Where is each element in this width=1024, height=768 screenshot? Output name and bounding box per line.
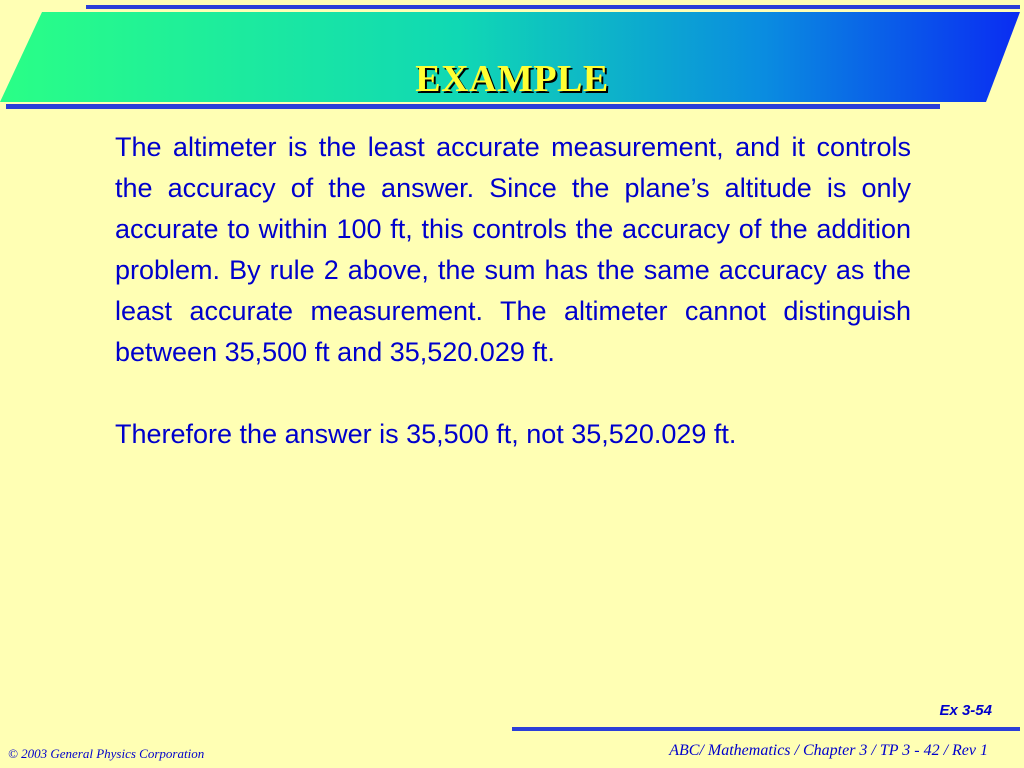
slide-body bbox=[115, 127, 911, 455]
course-reference: ABC/ Mathematics / Chapter 3 / TP 3 - 42 / Rev 1 bbox=[669, 742, 988, 759]
conclusion-paragraph: Therefore the answer is 35,500 ft, not 35,520.029 ft. bbox=[115, 419, 737, 449]
copyright-notice: © 2003 General Physics Corporation bbox=[8, 746, 205, 761]
footer-rule bbox=[512, 727, 1020, 731]
explanation-paragraph: The altimeter is the least accurate measurement, and it controls the accuracy of the answer. Since the plane’s altitude is only accurate to within 100 ft, this controls the accuracy of the addition problem. By rule 2 above, the sum has the same accuracy as the least accurate measurement. The altimeter cannot distinguish between 35,500 ft and 35,520.029 ft. bbox=[115, 132, 911, 367]
slide-number: Ex 3-54 bbox=[939, 702, 992, 719]
slide-title: EXAMPLE bbox=[415, 58, 609, 101]
top-rule bbox=[86, 5, 1020, 9]
banner-underline bbox=[6, 104, 940, 109]
